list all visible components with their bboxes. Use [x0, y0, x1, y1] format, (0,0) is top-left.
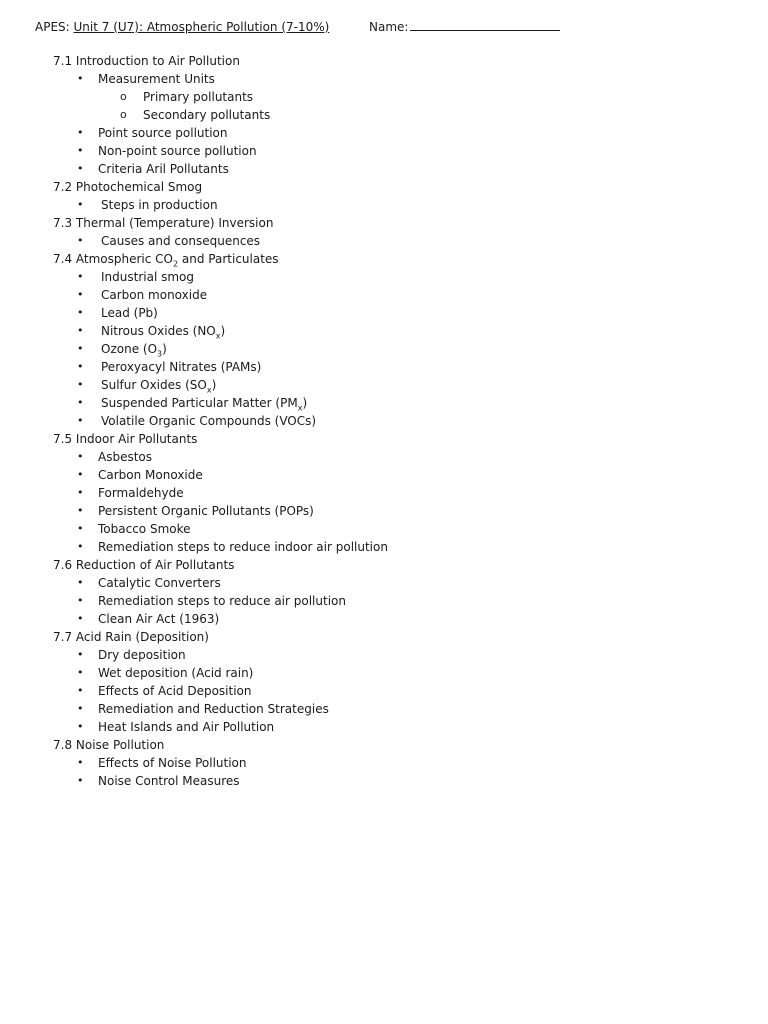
circle-bullet-icon: o: [120, 108, 127, 121]
text-part: Nitrous Oxides (NO: [101, 324, 216, 338]
bullet-icon: •: [77, 540, 84, 553]
topic-outline: [0, 52, 768, 790]
outline-section: [0, 628, 768, 736]
section-title: 7.7 Acid Rain (Deposition): [53, 630, 209, 644]
list-item-label: Remediation steps to reduce air pollution: [98, 594, 346, 608]
bullet-icon: •: [77, 684, 84, 697]
bullet-icon: •: [77, 756, 84, 769]
subscript: 2: [173, 259, 179, 269]
text-part: 7.4 Atmospheric CO: [53, 252, 173, 266]
list-item: [0, 682, 768, 700]
bullet-icon: •: [77, 72, 84, 85]
list-item-label: Industrial smog: [101, 270, 194, 284]
list-item: [0, 394, 768, 412]
bullet-icon: •: [77, 342, 84, 355]
subscript: 3: [157, 349, 163, 359]
list-item: [0, 286, 768, 304]
list-item: [0, 646, 768, 664]
text-part: ): [211, 378, 217, 392]
outline-section: [0, 178, 768, 214]
bullet-icon: •: [77, 306, 84, 319]
list-item-label: Measurement Units: [98, 72, 215, 86]
list-item-label: Volatile Organic Compounds (VOCs): [101, 414, 317, 428]
list-item: [0, 160, 768, 178]
list-item-label: Formaldehyde: [98, 486, 184, 500]
list-item: [0, 520, 768, 538]
list-item: [0, 610, 768, 628]
list-item-label: Effects of Acid Deposition: [98, 684, 252, 698]
list-item: [0, 196, 768, 214]
bullet-icon: •: [77, 666, 84, 679]
list-item: [0, 538, 768, 556]
list-item: [0, 502, 768, 520]
section-title: 7.8 Noise Pollution: [53, 738, 165, 752]
list-item: [0, 664, 768, 682]
list-item-label: [101, 396, 308, 413]
list-item: [0, 484, 768, 502]
list-item-label: Effects of Noise Pollution: [98, 756, 247, 770]
section-title: 7.6 Reduction of Air Pollutants: [53, 558, 235, 572]
list-item-label: Wet deposition (Acid rain): [98, 666, 254, 680]
bullet-icon: •: [77, 594, 84, 607]
bullet-icon: •: [77, 648, 84, 661]
text-part: ): [162, 342, 167, 356]
outline-section: [0, 52, 768, 178]
list-item: [0, 124, 768, 142]
list-item-label: Dry deposition: [98, 648, 186, 662]
list-item: [0, 358, 768, 376]
list-item: [0, 322, 768, 340]
list-item-label: Point source pollution: [98, 126, 228, 140]
list-item: [0, 232, 768, 250]
name-field[interactable]: [369, 18, 560, 36]
list-item-label: Carbon Monoxide: [98, 468, 203, 482]
circle-bullet-icon: o: [120, 90, 127, 103]
list-item-label: [101, 324, 226, 341]
name-label: Name:: [369, 20, 409, 34]
unit-title: Unit 7 (U7): Atmospheric Pollution (7-10%): [73, 20, 330, 34]
outline-section: [0, 556, 768, 628]
list-item: [0, 412, 768, 430]
text-part: ): [220, 324, 226, 338]
bullet-icon: •: [77, 234, 84, 247]
section-title: 7.1 Introduction to Air Pollution: [53, 54, 240, 68]
list-item-label: Catalytic Converters: [98, 576, 221, 590]
bullet-icon: •: [77, 270, 84, 283]
sub-list-item: [0, 88, 768, 106]
bullet-icon: •: [77, 468, 84, 481]
text-part: and Particulates: [178, 252, 279, 266]
bullet-icon: •: [77, 576, 84, 589]
list-item: [0, 700, 768, 718]
outline-section: [0, 430, 768, 556]
list-item-label: [101, 378, 217, 395]
list-item-label: [101, 342, 167, 359]
list-item-label: Steps in production: [101, 198, 218, 212]
name-blank-line[interactable]: [410, 18, 560, 31]
bullet-icon: •: [77, 144, 84, 157]
list-item: [0, 268, 768, 286]
bullet-icon: •: [77, 720, 84, 733]
list-item-label: Tobacco Smoke: [98, 522, 191, 536]
list-item: [0, 718, 768, 736]
subscript: x: [215, 331, 221, 341]
list-item-label: Peroxyacyl Nitrates (PAMs): [101, 360, 262, 374]
outline-section: [0, 214, 768, 250]
bullet-icon: •: [77, 486, 84, 499]
text-part: Sulfur Oxides (SO: [101, 378, 207, 392]
list-item-label: Persistent Organic Pollutants (POPs): [98, 504, 314, 518]
bullet-icon: •: [77, 774, 84, 787]
subscript: x: [297, 403, 303, 413]
text-part: Suspended Particular Matter (PM: [101, 396, 298, 410]
list-item-label: Non-point source pollution: [98, 144, 257, 158]
document-header: [35, 18, 735, 36]
bullet-icon: •: [77, 324, 84, 337]
bullet-icon: •: [77, 414, 84, 427]
bullet-icon: •: [77, 288, 84, 301]
bullet-icon: •: [77, 360, 84, 373]
section-title: [0, 250, 768, 268]
list-item: [0, 754, 768, 772]
bullet-icon: •: [77, 378, 84, 391]
list-item: [0, 376, 768, 394]
bullet-icon: •: [77, 702, 84, 715]
list-item: [0, 772, 768, 790]
list-item: [0, 448, 768, 466]
list-item-label: Noise Control Measures: [98, 774, 240, 788]
list-item: [0, 574, 768, 592]
course-prefix: APES:: [35, 20, 74, 34]
list-item-label: Clean Air Act (1963): [98, 612, 220, 626]
subscript: x: [206, 385, 212, 395]
list-item-label: Criteria Aril Pollutants: [98, 162, 229, 176]
bullet-icon: •: [77, 198, 84, 211]
list-item: [0, 466, 768, 484]
list-item-label: Heat Islands and Air Pollution: [98, 720, 275, 734]
section-title: 7.5 Indoor Air Pollutants: [53, 432, 198, 446]
list-item: [0, 142, 768, 160]
sub-list-item-label: Primary pollutants: [143, 90, 254, 104]
bullet-icon: •: [77, 612, 84, 625]
list-item-label: Asbestos: [98, 450, 153, 464]
list-item: [0, 304, 768, 322]
section-title: 7.2 Photochemical Smog: [53, 180, 203, 194]
list-item-label: Carbon monoxide: [101, 288, 208, 302]
text-part: ): [302, 396, 308, 410]
sub-list-item-label: Secondary pollutants: [143, 108, 271, 122]
list-item-label: Remediation and Reduction Strategies: [98, 702, 329, 716]
list-item-label: Causes and consequences: [101, 234, 261, 248]
bullet-icon: •: [77, 126, 84, 139]
sub-list-item: [0, 106, 768, 124]
section-title: 7.3 Thermal (Temperature) Inversion: [53, 216, 274, 230]
bullet-icon: •: [77, 504, 84, 517]
bullet-icon: •: [77, 522, 84, 535]
bullet-icon: •: [77, 162, 84, 175]
list-item-label: Remediation steps to reduce indoor air pollution: [98, 540, 388, 554]
bullet-icon: •: [77, 450, 84, 463]
bullet-icon: •: [77, 396, 84, 409]
text-part: Ozone (O: [101, 342, 158, 356]
outline-section: [0, 250, 768, 430]
list-item-label: Lead (Pb): [101, 306, 158, 320]
list-item: [0, 592, 768, 610]
list-item: [0, 70, 768, 88]
outline-section: [0, 736, 768, 790]
list-item: [0, 340, 768, 358]
